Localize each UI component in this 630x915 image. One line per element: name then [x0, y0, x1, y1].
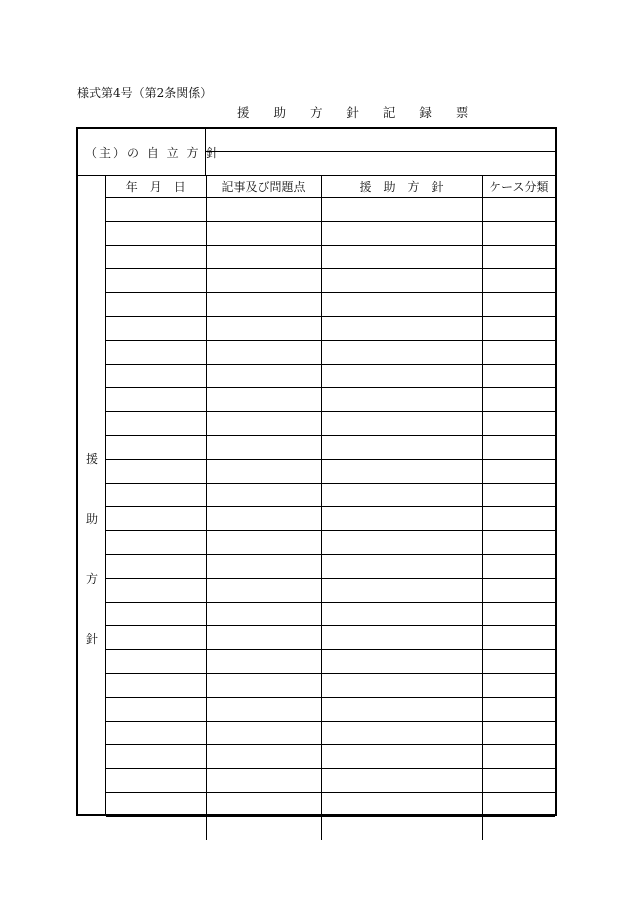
table-row — [106, 435, 555, 459]
case-class-cell[interactable] — [482, 198, 555, 222]
side-label-char: 針 — [85, 632, 98, 646]
policy-cell[interactable] — [321, 316, 482, 340]
policy-column-header: 援 助 方 針 — [321, 176, 482, 198]
notes-cell[interactable] — [206, 816, 321, 839]
notes-cell[interactable] — [206, 388, 321, 412]
table-row — [106, 650, 555, 674]
self-reliance-policy-label: （主）の 自 立 方 針 — [78, 129, 206, 175]
date-cell[interactable] — [106, 412, 206, 436]
policy-cell[interactable] — [321, 364, 482, 388]
policy-cell[interactable] — [321, 578, 482, 602]
table-row — [106, 697, 555, 721]
notes-cell[interactable] — [206, 721, 321, 745]
policy-cell[interactable] — [321, 483, 482, 507]
case-class-cell[interactable] — [482, 578, 555, 602]
case-class-column-header: ケース分類 — [482, 176, 555, 198]
date-cell[interactable] — [106, 531, 206, 555]
case-class-cell[interactable] — [482, 221, 555, 245]
policy-cell[interactable] — [321, 792, 482, 816]
case-class-cell[interactable] — [482, 435, 555, 459]
table-row — [106, 293, 555, 317]
policy-input-line-2[interactable] — [206, 152, 555, 175]
record-table — [106, 176, 555, 840]
policy-cell[interactable] — [321, 816, 482, 839]
table-row — [106, 507, 555, 531]
table-row — [106, 459, 555, 483]
notes-cell[interactable] — [206, 483, 321, 507]
notes-cell[interactable] — [206, 507, 321, 531]
table-row — [106, 316, 555, 340]
notes-cell[interactable] — [206, 364, 321, 388]
table-row — [106, 673, 555, 697]
table-row — [106, 483, 555, 507]
notes-cell[interactable] — [206, 626, 321, 650]
policy-cell[interactable] — [321, 269, 482, 293]
date-cell[interactable] — [106, 578, 206, 602]
table-row — [106, 198, 555, 222]
case-class-cell[interactable] — [482, 388, 555, 412]
notes-cell[interactable] — [206, 602, 321, 626]
table-row — [106, 245, 555, 269]
date-cell[interactable] — [106, 673, 206, 697]
case-class-cell[interactable] — [482, 245, 555, 269]
table-row — [106, 792, 555, 816]
date-cell[interactable] — [106, 554, 206, 578]
notes-cell[interactable] — [206, 531, 321, 555]
table-row — [106, 816, 555, 839]
notes-cell[interactable] — [206, 269, 321, 293]
table-row — [106, 626, 555, 650]
table-row — [106, 721, 555, 745]
notes-cell[interactable] — [206, 792, 321, 816]
policy-cell[interactable] — [321, 221, 482, 245]
notes-cell[interactable] — [206, 554, 321, 578]
table-row — [106, 578, 555, 602]
date-cell[interactable] — [106, 221, 206, 245]
date-cell[interactable] — [106, 340, 206, 364]
notes-cell[interactable] — [206, 435, 321, 459]
notes-column-header: 記事及び問題点 — [206, 176, 321, 198]
case-class-cell[interactable] — [482, 721, 555, 745]
table-row — [106, 554, 555, 578]
notes-cell[interactable] — [206, 459, 321, 483]
date-cell[interactable] — [106, 602, 206, 626]
date-cell[interactable] — [106, 650, 206, 674]
policy-cell[interactable] — [321, 769, 482, 793]
notes-cell[interactable] — [206, 340, 321, 364]
table-row — [106, 745, 555, 769]
side-label-char: 援 — [85, 452, 98, 466]
date-cell[interactable] — [106, 745, 206, 769]
date-cell[interactable] — [106, 198, 206, 222]
form-number: 様式第4号（第2条関係） — [77, 86, 213, 100]
case-class-cell[interactable] — [482, 483, 555, 507]
case-class-cell[interactable] — [482, 316, 555, 340]
date-cell[interactable] — [106, 816, 206, 839]
notes-cell[interactable] — [206, 697, 321, 721]
policy-cell[interactable] — [321, 673, 482, 697]
notes-cell[interactable] — [206, 198, 321, 222]
notes-cell[interactable] — [206, 769, 321, 793]
self-reliance-policy-row — [78, 129, 555, 176]
case-class-cell[interactable] — [482, 602, 555, 626]
date-cell[interactable] — [106, 721, 206, 745]
table-row — [106, 364, 555, 388]
assistance-policy-side-label — [78, 176, 106, 814]
table-row — [106, 412, 555, 436]
date-cell[interactable] — [106, 245, 206, 269]
date-cell[interactable] — [106, 388, 206, 412]
case-class-cell[interactable] — [482, 554, 555, 578]
date-cell[interactable] — [106, 316, 206, 340]
notes-cell[interactable] — [206, 316, 321, 340]
table-header-row — [106, 176, 555, 198]
notes-cell[interactable] — [206, 412, 321, 436]
case-class-cell[interactable] — [482, 816, 555, 839]
policy-cell[interactable] — [321, 650, 482, 674]
date-cell[interactable] — [106, 769, 206, 793]
case-class-cell[interactable] — [482, 650, 555, 674]
date-cell[interactable] — [106, 792, 206, 816]
policy-cell[interactable] — [321, 626, 482, 650]
notes-cell[interactable] — [206, 245, 321, 269]
side-label-char: 方 — [85, 572, 98, 586]
policy-cell[interactable] — [321, 721, 482, 745]
case-class-cell[interactable] — [482, 412, 555, 436]
case-class-cell[interactable] — [482, 531, 555, 555]
policy-cell[interactable] — [321, 697, 482, 721]
table-row — [106, 769, 555, 793]
table-row — [106, 221, 555, 245]
notes-cell[interactable] — [206, 221, 321, 245]
case-class-cell[interactable] — [482, 293, 555, 317]
case-class-cell[interactable] — [482, 769, 555, 793]
policy-cell[interactable] — [321, 388, 482, 412]
table-row — [106, 531, 555, 555]
policy-input-line-1[interactable] — [206, 129, 555, 152]
policy-cell[interactable] — [321, 198, 482, 222]
date-cell[interactable] — [106, 364, 206, 388]
case-class-cell[interactable] — [482, 269, 555, 293]
policy-cell[interactable] — [321, 531, 482, 555]
date-cell[interactable] — [106, 459, 206, 483]
table-row — [106, 269, 555, 293]
case-class-cell[interactable] — [482, 745, 555, 769]
date-cell[interactable] — [106, 269, 206, 293]
policy-cell[interactable] — [321, 245, 482, 269]
record-sheet — [76, 127, 557, 816]
date-cell[interactable] — [106, 507, 206, 531]
notes-cell[interactable] — [206, 650, 321, 674]
notes-cell[interactable] — [206, 578, 321, 602]
policy-cell[interactable] — [321, 340, 482, 364]
policy-cell[interactable] — [321, 412, 482, 436]
date-cell[interactable] — [106, 435, 206, 459]
policy-cell[interactable] — [321, 435, 482, 459]
case-class-cell[interactable] — [482, 507, 555, 531]
record-table-body — [106, 198, 555, 840]
side-label-char: 助 — [85, 512, 98, 526]
policy-cell[interactable] — [321, 459, 482, 483]
notes-cell[interactable] — [206, 293, 321, 317]
policy-cell[interactable] — [321, 602, 482, 626]
date-column-header: 年 月 日 — [106, 176, 206, 198]
notes-cell[interactable] — [206, 745, 321, 769]
case-class-cell[interactable] — [482, 340, 555, 364]
case-class-cell[interactable] — [482, 626, 555, 650]
policy-cell[interactable] — [321, 554, 482, 578]
case-class-cell[interactable] — [482, 792, 555, 816]
table-row — [106, 602, 555, 626]
date-cell[interactable] — [106, 483, 206, 507]
policy-cell[interactable] — [321, 293, 482, 317]
date-cell[interactable] — [106, 697, 206, 721]
case-class-cell[interactable] — [482, 459, 555, 483]
case-class-cell[interactable] — [482, 697, 555, 721]
notes-cell[interactable] — [206, 673, 321, 697]
date-cell[interactable] — [106, 293, 206, 317]
policy-cell[interactable] — [321, 745, 482, 769]
case-class-cell[interactable] — [482, 364, 555, 388]
table-row — [106, 340, 555, 364]
date-cell[interactable] — [106, 626, 206, 650]
form-title: 援 助 方 針 記 録 票 — [237, 105, 479, 120]
case-class-cell[interactable] — [482, 673, 555, 697]
policy-cell[interactable] — [321, 507, 482, 531]
table-row — [106, 388, 555, 412]
